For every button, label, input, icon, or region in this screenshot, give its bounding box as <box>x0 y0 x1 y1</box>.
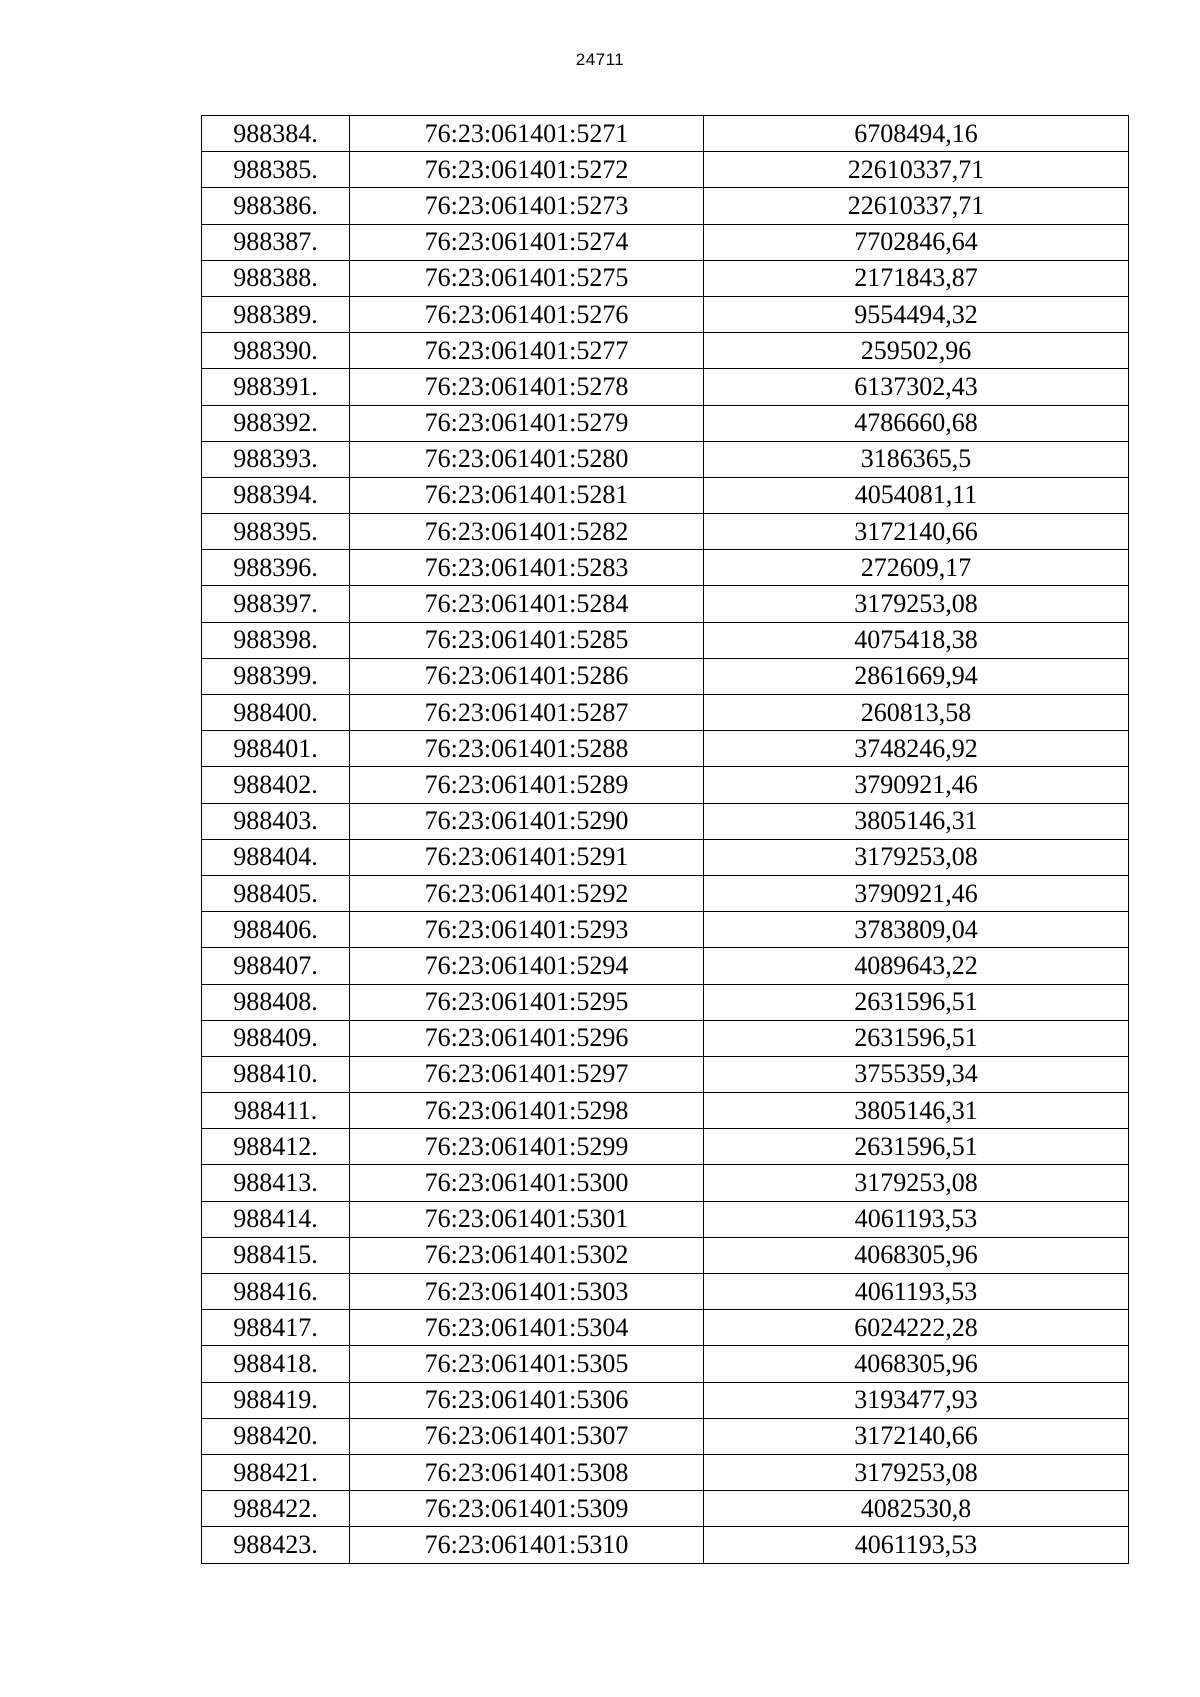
row-number-cell: 988387. <box>202 224 350 260</box>
cadastral-number-cell: 76:23:061401:5294 <box>350 948 704 984</box>
row-number-cell: 988418. <box>202 1346 350 1382</box>
table-row <box>202 1237 1129 1273</box>
cadastral-number-cell: 76:23:061401:5291 <box>350 839 704 875</box>
row-number-cell: 988399. <box>202 658 350 694</box>
value-cell: 3805146,31 <box>704 1093 1129 1129</box>
value-cell: 2861669,94 <box>704 658 1129 694</box>
row-number-cell: 988410. <box>202 1056 350 1092</box>
row-number-cell: 988415. <box>202 1237 350 1273</box>
table-row <box>202 224 1129 260</box>
table-row <box>202 658 1129 694</box>
table-row <box>202 405 1129 441</box>
row-number-cell: 988404. <box>202 839 350 875</box>
table-row <box>202 1165 1129 1201</box>
cadastral-number-cell: 76:23:061401:5279 <box>350 405 704 441</box>
row-number-cell: 988398. <box>202 622 350 658</box>
row-number-cell: 988419. <box>202 1382 350 1418</box>
value-cell: 272609,17 <box>704 550 1129 586</box>
table-row <box>202 1129 1129 1165</box>
cadastral-number-cell: 76:23:061401:5276 <box>350 296 704 332</box>
cadastral-number-cell: 76:23:061401:5288 <box>350 731 704 767</box>
value-cell: 3748246,92 <box>704 731 1129 767</box>
cadastral-number-cell: 76:23:061401:5287 <box>350 695 704 731</box>
row-number-cell: 988389. <box>202 296 350 332</box>
value-cell: 2631596,51 <box>704 984 1129 1020</box>
cadastral-number-cell: 76:23:061401:5295 <box>350 984 704 1020</box>
value-cell: 3172140,66 <box>704 1418 1129 1454</box>
table-row <box>202 1382 1129 1418</box>
row-number-cell: 988411. <box>202 1093 350 1129</box>
value-cell: 2171843,87 <box>704 260 1129 296</box>
row-number-cell: 988405. <box>202 875 350 911</box>
row-number-cell: 988388. <box>202 260 350 296</box>
row-number-cell: 988396. <box>202 550 350 586</box>
table-row <box>202 803 1129 839</box>
table-row <box>202 441 1129 477</box>
row-number-cell: 988416. <box>202 1274 350 1310</box>
cadastral-number-cell: 76:23:061401:5308 <box>350 1454 704 1490</box>
row-number-cell: 988397. <box>202 586 350 622</box>
cadastral-number-cell: 76:23:061401:5289 <box>350 767 704 803</box>
table-row <box>202 1056 1129 1092</box>
value-cell: 4054081,11 <box>704 477 1129 513</box>
cadastral-number-cell: 76:23:061401:5274 <box>350 224 704 260</box>
cadastral-number-cell: 76:23:061401:5278 <box>350 369 704 405</box>
row-number-cell: 988390. <box>202 333 350 369</box>
table-row <box>202 948 1129 984</box>
registry-table <box>201 115 1129 1564</box>
row-number-cell: 988421. <box>202 1454 350 1490</box>
table-body <box>202 116 1129 1564</box>
value-cell: 4061193,53 <box>704 1201 1129 1237</box>
row-number-cell: 988403. <box>202 803 350 839</box>
value-cell: 7702846,64 <box>704 224 1129 260</box>
value-cell: 6708494,16 <box>704 116 1129 152</box>
cadastral-number-cell: 76:23:061401:5303 <box>350 1274 704 1310</box>
table-row <box>202 1454 1129 1490</box>
cadastral-number-cell: 76:23:061401:5272 <box>350 152 704 188</box>
value-cell: 3790921,46 <box>704 767 1129 803</box>
cadastral-number-cell: 76:23:061401:5285 <box>350 622 704 658</box>
table-row <box>202 731 1129 767</box>
table-row <box>202 1491 1129 1527</box>
cadastral-number-cell: 76:23:061401:5307 <box>350 1418 704 1454</box>
cadastral-number-cell: 76:23:061401:5301 <box>350 1201 704 1237</box>
value-cell: 3186365,5 <box>704 441 1129 477</box>
cadastral-number-cell: 76:23:061401:5298 <box>350 1093 704 1129</box>
cadastral-number-cell: 76:23:061401:5300 <box>350 1165 704 1201</box>
page-number: 24711 <box>575 50 625 69</box>
value-cell: 4061193,53 <box>704 1274 1129 1310</box>
table-row <box>202 695 1129 731</box>
table-row <box>202 116 1129 152</box>
row-number-cell: 988406. <box>202 912 350 948</box>
value-cell: 3179253,08 <box>704 1454 1129 1490</box>
row-number-cell: 988412. <box>202 1129 350 1165</box>
table-row <box>202 767 1129 803</box>
value-cell: 3179253,08 <box>704 839 1129 875</box>
table-row <box>202 152 1129 188</box>
row-number-cell: 988386. <box>202 188 350 224</box>
value-cell: 4089643,22 <box>704 948 1129 984</box>
value-cell: 6137302,43 <box>704 369 1129 405</box>
table-row <box>202 984 1129 1020</box>
cadastral-number-cell: 76:23:061401:5281 <box>350 477 704 513</box>
cadastral-number-cell: 76:23:061401:5302 <box>350 1237 704 1273</box>
cadastral-number-cell: 76:23:061401:5304 <box>350 1310 704 1346</box>
table-row <box>202 1020 1129 1056</box>
value-cell: 259502,96 <box>704 333 1129 369</box>
value-cell: 3179253,08 <box>704 1165 1129 1201</box>
cadastral-number-cell: 76:23:061401:5293 <box>350 912 704 948</box>
value-cell: 3790921,46 <box>704 875 1129 911</box>
row-number-cell: 988393. <box>202 441 350 477</box>
row-number-cell: 988420. <box>202 1418 350 1454</box>
table-row <box>202 1418 1129 1454</box>
cadastral-number-cell: 76:23:061401:5292 <box>350 875 704 911</box>
value-cell: 4068305,96 <box>704 1346 1129 1382</box>
table-row <box>202 839 1129 875</box>
table-row <box>202 369 1129 405</box>
value-cell: 260813,58 <box>704 695 1129 731</box>
value-cell: 22610337,71 <box>704 188 1129 224</box>
table-row <box>202 477 1129 513</box>
value-cell: 4061193,53 <box>704 1527 1129 1563</box>
cadastral-number-cell: 76:23:061401:5282 <box>350 514 704 550</box>
cadastral-number-cell: 76:23:061401:5283 <box>350 550 704 586</box>
row-number-cell: 988402. <box>202 767 350 803</box>
row-number-cell: 988394. <box>202 477 350 513</box>
value-cell: 4786660,68 <box>704 405 1129 441</box>
value-cell: 2631596,51 <box>704 1020 1129 1056</box>
cadastral-number-cell: 76:23:061401:5306 <box>350 1382 704 1418</box>
row-number-cell: 988414. <box>202 1201 350 1237</box>
cadastral-number-cell: 76:23:061401:5297 <box>350 1056 704 1092</box>
table-row <box>202 296 1129 332</box>
cadastral-number-cell: 76:23:061401:5296 <box>350 1020 704 1056</box>
value-cell: 4082530,8 <box>704 1491 1129 1527</box>
cadastral-number-cell: 76:23:061401:5280 <box>350 441 704 477</box>
cadastral-number-cell: 76:23:061401:5277 <box>350 333 704 369</box>
row-number-cell: 988407. <box>202 948 350 984</box>
cadastral-number-cell: 76:23:061401:5286 <box>350 658 704 694</box>
cadastral-number-cell: 76:23:061401:5273 <box>350 188 704 224</box>
row-number-cell: 988385. <box>202 152 350 188</box>
value-cell: 2631596,51 <box>704 1129 1129 1165</box>
row-number-cell: 988392. <box>202 405 350 441</box>
row-number-cell: 988423. <box>202 1527 350 1563</box>
row-number-cell: 988417. <box>202 1310 350 1346</box>
table-row <box>202 260 1129 296</box>
row-number-cell: 988401. <box>202 731 350 767</box>
value-cell: 9554494,32 <box>704 296 1129 332</box>
row-number-cell: 988408. <box>202 984 350 1020</box>
table-row <box>202 1346 1129 1382</box>
cadastral-number-cell: 76:23:061401:5310 <box>350 1527 704 1563</box>
table-row <box>202 1310 1129 1346</box>
row-number-cell: 988395. <box>202 514 350 550</box>
value-cell: 3783809,04 <box>704 912 1129 948</box>
cadastral-number-cell: 76:23:061401:5309 <box>350 1491 704 1527</box>
table-row <box>202 875 1129 911</box>
table-row <box>202 1201 1129 1237</box>
row-number-cell: 988384. <box>202 116 350 152</box>
table-row <box>202 333 1129 369</box>
table-row <box>202 514 1129 550</box>
value-cell: 3172140,66 <box>704 514 1129 550</box>
cadastral-number-cell: 76:23:061401:5275 <box>350 260 704 296</box>
value-cell: 22610337,71 <box>704 152 1129 188</box>
cadastral-number-cell: 76:23:061401:5284 <box>350 586 704 622</box>
cadastral-number-cell: 76:23:061401:5271 <box>350 116 704 152</box>
row-number-cell: 988409. <box>202 1020 350 1056</box>
table-row <box>202 550 1129 586</box>
value-cell: 4075418,38 <box>704 622 1129 658</box>
row-number-cell: 988413. <box>202 1165 350 1201</box>
cadastral-number-cell: 76:23:061401:5305 <box>350 1346 704 1382</box>
value-cell: 3755359,34 <box>704 1056 1129 1092</box>
value-cell: 4068305,96 <box>704 1237 1129 1273</box>
value-cell: 3805146,31 <box>704 803 1129 839</box>
row-number-cell: 988422. <box>202 1491 350 1527</box>
table-row <box>202 622 1129 658</box>
cadastral-number-cell: 76:23:061401:5290 <box>350 803 704 839</box>
value-cell: 3193477,93 <box>704 1382 1129 1418</box>
table-row <box>202 1527 1129 1563</box>
table-row <box>202 912 1129 948</box>
value-cell: 3179253,08 <box>704 586 1129 622</box>
table-row <box>202 1093 1129 1129</box>
table-row <box>202 586 1129 622</box>
table-row <box>202 188 1129 224</box>
row-number-cell: 988400. <box>202 695 350 731</box>
value-cell: 6024222,28 <box>704 1310 1129 1346</box>
cadastral-number-cell: 76:23:061401:5299 <box>350 1129 704 1165</box>
table-row <box>202 1274 1129 1310</box>
row-number-cell: 988391. <box>202 369 350 405</box>
